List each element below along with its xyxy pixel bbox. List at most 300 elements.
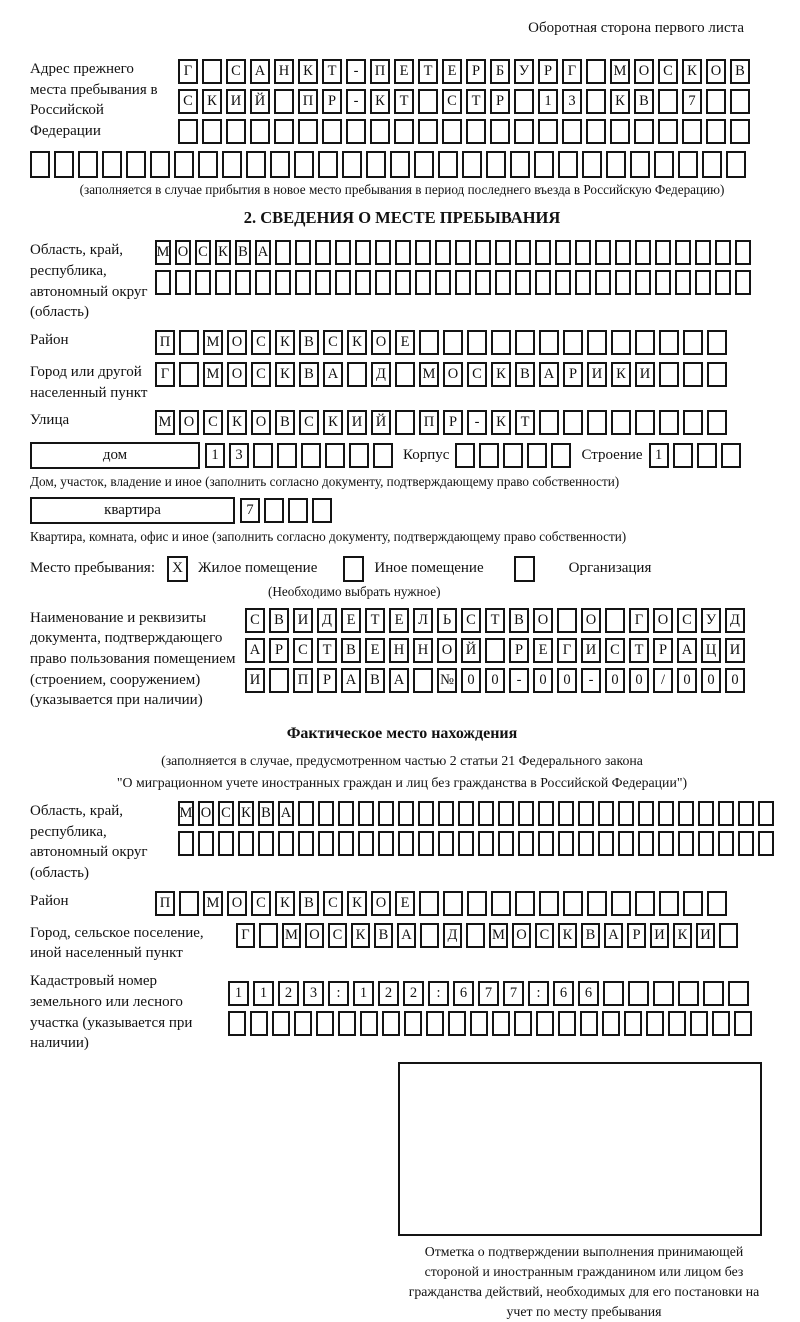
char-box[interactable] bbox=[466, 119, 486, 144]
char-box[interactable] bbox=[538, 119, 558, 144]
char-box[interactable]: А bbox=[677, 638, 697, 663]
char-box[interactable] bbox=[498, 831, 514, 856]
char-box[interactable]: С bbox=[461, 608, 481, 633]
char-box[interactable]: В bbox=[269, 608, 289, 633]
char-box[interactable]: 7 bbox=[503, 981, 524, 1006]
char-box[interactable] bbox=[298, 801, 314, 826]
char-box[interactable] bbox=[539, 410, 559, 435]
char-box[interactable] bbox=[218, 831, 234, 856]
char-box[interactable]: С bbox=[178, 89, 198, 114]
char-box[interactable] bbox=[707, 410, 727, 435]
char-box[interactable]: К bbox=[491, 362, 511, 387]
char-box[interactable] bbox=[253, 443, 273, 468]
char-box[interactable]: С bbox=[195, 240, 211, 265]
char-box[interactable] bbox=[690, 1011, 708, 1036]
char-box[interactable]: В bbox=[365, 668, 385, 693]
char-box[interactable]: П bbox=[298, 89, 318, 114]
char-box[interactable] bbox=[578, 831, 594, 856]
char-box[interactable] bbox=[587, 410, 607, 435]
char-box[interactable] bbox=[226, 119, 246, 144]
char-box[interactable]: П bbox=[155, 891, 175, 916]
char-box[interactable] bbox=[458, 801, 474, 826]
char-box[interactable]: М bbox=[282, 923, 301, 948]
char-box[interactable] bbox=[515, 270, 531, 295]
char-box[interactable] bbox=[338, 831, 354, 856]
char-box[interactable]: Л bbox=[413, 608, 433, 633]
char-box[interactable]: К bbox=[215, 240, 231, 265]
char-box[interactable]: О bbox=[371, 891, 391, 916]
char-box[interactable] bbox=[563, 891, 583, 916]
char-box[interactable]: С bbox=[467, 362, 487, 387]
char-box[interactable]: О bbox=[251, 410, 271, 435]
char-box[interactable] bbox=[366, 151, 386, 178]
char-box[interactable] bbox=[358, 831, 374, 856]
char-box[interactable] bbox=[706, 89, 726, 114]
char-box[interactable]: О bbox=[706, 59, 726, 84]
char-box[interactable]: / bbox=[653, 668, 673, 693]
char-box[interactable]: П bbox=[155, 330, 175, 355]
char-box[interactable] bbox=[555, 240, 571, 265]
char-box[interactable] bbox=[602, 1011, 620, 1036]
char-box[interactable] bbox=[515, 330, 535, 355]
char-box[interactable]: Г bbox=[629, 608, 649, 633]
char-box[interactable] bbox=[398, 831, 414, 856]
char-box[interactable]: С bbox=[218, 801, 234, 826]
char-box[interactable]: Ц bbox=[701, 638, 721, 663]
char-box[interactable] bbox=[312, 498, 332, 523]
char-box[interactable] bbox=[675, 240, 691, 265]
char-box[interactable]: Т bbox=[317, 638, 337, 663]
char-box[interactable] bbox=[419, 330, 439, 355]
char-box[interactable]: И bbox=[696, 923, 715, 948]
char-box[interactable] bbox=[198, 831, 214, 856]
char-box[interactable] bbox=[315, 270, 331, 295]
char-box[interactable]: 0 bbox=[725, 668, 745, 693]
char-box[interactable]: Е bbox=[365, 638, 385, 663]
char-box[interactable] bbox=[646, 1011, 664, 1036]
char-box[interactable] bbox=[270, 151, 290, 178]
char-box[interactable]: Н bbox=[274, 59, 294, 84]
char-box[interactable]: И bbox=[650, 923, 669, 948]
char-box[interactable] bbox=[730, 89, 750, 114]
char-box[interactable] bbox=[659, 891, 679, 916]
char-box[interactable] bbox=[498, 801, 514, 826]
char-box[interactable] bbox=[518, 801, 534, 826]
char-box[interactable] bbox=[370, 119, 390, 144]
char-box[interactable]: У bbox=[514, 59, 534, 84]
char-box[interactable]: 0 bbox=[461, 668, 481, 693]
char-box[interactable]: С bbox=[226, 59, 246, 84]
char-box[interactable] bbox=[418, 119, 438, 144]
char-box[interactable] bbox=[467, 330, 487, 355]
char-box[interactable] bbox=[443, 891, 463, 916]
char-box[interactable] bbox=[615, 270, 631, 295]
char-box[interactable] bbox=[442, 119, 462, 144]
char-box[interactable]: 7 bbox=[240, 498, 260, 523]
char-box[interactable] bbox=[703, 981, 724, 1006]
char-box[interactable]: А bbox=[539, 362, 559, 387]
char-box[interactable]: 2 bbox=[403, 981, 424, 1006]
char-box[interactable] bbox=[419, 891, 439, 916]
char-box[interactable]: О bbox=[305, 923, 324, 948]
char-box[interactable]: К bbox=[202, 89, 222, 114]
char-box[interactable] bbox=[538, 831, 554, 856]
char-box[interactable] bbox=[586, 59, 606, 84]
char-box[interactable]: С bbox=[323, 891, 343, 916]
char-box[interactable] bbox=[668, 1011, 686, 1036]
char-box[interactable]: 7 bbox=[682, 89, 702, 114]
char-box[interactable] bbox=[414, 151, 434, 178]
char-box[interactable]: А bbox=[255, 240, 271, 265]
char-box[interactable]: С bbox=[299, 410, 319, 435]
char-box[interactable]: Е bbox=[394, 59, 414, 84]
char-box[interactable] bbox=[259, 923, 278, 948]
char-box[interactable]: М bbox=[610, 59, 630, 84]
char-box[interactable]: П bbox=[293, 668, 313, 693]
char-box[interactable] bbox=[582, 151, 602, 178]
char-box[interactable]: Т bbox=[515, 410, 535, 435]
char-box[interactable]: Е bbox=[395, 330, 415, 355]
char-box[interactable] bbox=[615, 240, 631, 265]
char-box[interactable]: П bbox=[370, 59, 390, 84]
char-box[interactable] bbox=[611, 410, 631, 435]
char-box[interactable]: А bbox=[278, 801, 294, 826]
char-box[interactable]: А bbox=[397, 923, 416, 948]
char-box[interactable] bbox=[562, 119, 582, 144]
char-box[interactable] bbox=[198, 151, 218, 178]
char-box[interactable] bbox=[735, 240, 751, 265]
char-box[interactable] bbox=[715, 270, 731, 295]
char-box[interactable]: К bbox=[682, 59, 702, 84]
char-box[interactable] bbox=[155, 270, 171, 295]
char-box[interactable] bbox=[246, 151, 266, 178]
char-box[interactable]: Р bbox=[443, 410, 463, 435]
char-box[interactable] bbox=[586, 119, 606, 144]
char-box[interactable]: 0 bbox=[701, 668, 721, 693]
char-box[interactable] bbox=[202, 119, 222, 144]
char-box[interactable] bbox=[634, 119, 654, 144]
char-box[interactable]: О bbox=[581, 608, 601, 633]
char-box[interactable] bbox=[475, 270, 491, 295]
char-box[interactable]: И bbox=[635, 362, 655, 387]
char-box[interactable]: Р bbox=[322, 89, 342, 114]
char-box[interactable]: Н bbox=[389, 638, 409, 663]
char-box[interactable] bbox=[587, 891, 607, 916]
char-box[interactable] bbox=[382, 1011, 400, 1036]
char-box[interactable] bbox=[294, 151, 314, 178]
char-box[interactable]: Т bbox=[365, 608, 385, 633]
char-box[interactable]: 0 bbox=[485, 668, 505, 693]
char-box[interactable] bbox=[274, 119, 294, 144]
char-box[interactable] bbox=[658, 801, 674, 826]
char-box[interactable] bbox=[455, 270, 471, 295]
char-box[interactable] bbox=[563, 330, 583, 355]
char-box[interactable] bbox=[394, 119, 414, 144]
char-box[interactable] bbox=[335, 270, 351, 295]
char-box[interactable]: 1 bbox=[538, 89, 558, 114]
char-box[interactable] bbox=[298, 119, 318, 144]
char-box[interactable] bbox=[318, 801, 334, 826]
char-box[interactable]: Д bbox=[725, 608, 745, 633]
char-box[interactable] bbox=[630, 151, 650, 178]
char-box[interactable]: С bbox=[658, 59, 678, 84]
char-box[interactable] bbox=[54, 151, 74, 178]
char-box[interactable] bbox=[697, 443, 717, 468]
char-box[interactable] bbox=[655, 240, 671, 265]
char-box[interactable] bbox=[515, 891, 535, 916]
char-box[interactable] bbox=[635, 330, 655, 355]
char-box[interactable]: 7 bbox=[478, 981, 499, 1006]
char-box[interactable]: И bbox=[347, 410, 367, 435]
char-box[interactable]: Е bbox=[395, 891, 415, 916]
char-box[interactable]: Г bbox=[562, 59, 582, 84]
char-box[interactable]: Т bbox=[418, 59, 438, 84]
char-box[interactable] bbox=[635, 410, 655, 435]
char-box[interactable] bbox=[325, 443, 345, 468]
char-box[interactable] bbox=[288, 498, 308, 523]
char-box[interactable] bbox=[698, 831, 714, 856]
char-box[interactable]: О bbox=[512, 923, 531, 948]
char-box[interactable]: Й bbox=[371, 410, 391, 435]
char-box[interactable] bbox=[435, 270, 451, 295]
char-box[interactable]: Т bbox=[485, 608, 505, 633]
char-box[interactable] bbox=[470, 1011, 488, 1036]
char-box[interactable] bbox=[318, 831, 334, 856]
char-box[interactable]: С bbox=[203, 410, 223, 435]
char-box[interactable] bbox=[195, 270, 211, 295]
char-box[interactable] bbox=[495, 270, 511, 295]
char-box[interactable]: У bbox=[701, 608, 721, 633]
char-box[interactable] bbox=[557, 608, 577, 633]
char-box[interactable] bbox=[466, 923, 485, 948]
char-box[interactable]: К bbox=[298, 59, 318, 84]
char-box[interactable]: Б bbox=[490, 59, 510, 84]
char-box[interactable]: С bbox=[677, 608, 697, 633]
char-box[interactable]: К bbox=[491, 410, 511, 435]
char-box[interactable]: М bbox=[178, 801, 194, 826]
char-box[interactable] bbox=[738, 801, 754, 826]
char-box[interactable]: В bbox=[299, 362, 319, 387]
char-box[interactable]: 3 bbox=[303, 981, 324, 1006]
char-box[interactable] bbox=[278, 831, 294, 856]
char-box[interactable]: К bbox=[558, 923, 577, 948]
char-box[interactable] bbox=[758, 831, 774, 856]
char-box[interactable] bbox=[150, 151, 170, 178]
char-box[interactable] bbox=[375, 270, 391, 295]
char-box[interactable]: 6 bbox=[453, 981, 474, 1006]
stay-type-checkbox-organization[interactable] bbox=[514, 556, 535, 582]
char-box[interactable]: 6 bbox=[553, 981, 574, 1006]
char-box[interactable] bbox=[455, 240, 471, 265]
char-box[interactable] bbox=[735, 270, 751, 295]
char-box[interactable]: О bbox=[634, 59, 654, 84]
char-box[interactable] bbox=[719, 923, 738, 948]
char-box[interactable]: К bbox=[238, 801, 254, 826]
char-box[interactable]: К bbox=[347, 330, 367, 355]
char-box[interactable] bbox=[673, 443, 693, 468]
char-box[interactable]: 6 bbox=[578, 981, 599, 1006]
char-box[interactable]: О bbox=[437, 638, 457, 663]
char-box[interactable]: С bbox=[535, 923, 554, 948]
char-box[interactable]: М bbox=[203, 362, 223, 387]
char-box[interactable] bbox=[558, 801, 574, 826]
char-box[interactable]: № bbox=[437, 668, 457, 693]
char-box[interactable] bbox=[514, 1011, 532, 1036]
char-box[interactable]: Р bbox=[269, 638, 289, 663]
char-box[interactable]: О bbox=[227, 362, 247, 387]
char-box[interactable] bbox=[373, 443, 393, 468]
char-box[interactable]: А bbox=[604, 923, 623, 948]
char-box[interactable] bbox=[490, 119, 510, 144]
char-box[interactable]: С bbox=[442, 89, 462, 114]
char-box[interactable] bbox=[659, 410, 679, 435]
char-box[interactable]: С bbox=[251, 330, 271, 355]
char-box[interactable]: 1 bbox=[353, 981, 374, 1006]
char-box[interactable]: В bbox=[730, 59, 750, 84]
char-box[interactable] bbox=[179, 891, 199, 916]
char-box[interactable]: 3 bbox=[562, 89, 582, 114]
char-box[interactable] bbox=[375, 240, 391, 265]
char-box[interactable]: : bbox=[428, 981, 449, 1006]
char-box[interactable] bbox=[515, 240, 531, 265]
char-box[interactable] bbox=[758, 801, 774, 826]
char-box[interactable] bbox=[712, 1011, 730, 1036]
char-box[interactable] bbox=[595, 240, 611, 265]
char-box[interactable] bbox=[653, 981, 674, 1006]
char-box[interactable] bbox=[360, 1011, 378, 1036]
char-box[interactable] bbox=[603, 981, 624, 1006]
char-box[interactable] bbox=[418, 831, 434, 856]
char-box[interactable] bbox=[338, 801, 354, 826]
char-box[interactable] bbox=[272, 1011, 290, 1036]
char-box[interactable] bbox=[618, 801, 634, 826]
char-box[interactable] bbox=[586, 89, 606, 114]
char-box[interactable]: 2 bbox=[278, 981, 299, 1006]
char-box[interactable]: Й bbox=[461, 638, 481, 663]
char-box[interactable] bbox=[587, 330, 607, 355]
char-box[interactable] bbox=[678, 981, 699, 1006]
char-box[interactable]: М bbox=[203, 330, 223, 355]
char-box[interactable]: Е bbox=[533, 638, 553, 663]
char-box[interactable] bbox=[610, 119, 630, 144]
char-box[interactable] bbox=[404, 1011, 422, 1036]
char-box[interactable] bbox=[598, 801, 614, 826]
char-box[interactable] bbox=[228, 1011, 246, 1036]
char-box[interactable] bbox=[658, 89, 678, 114]
char-box[interactable]: Г bbox=[155, 362, 175, 387]
char-box[interactable]: Д bbox=[317, 608, 337, 633]
char-box[interactable] bbox=[235, 270, 251, 295]
char-box[interactable] bbox=[179, 330, 199, 355]
char-box[interactable]: Т bbox=[394, 89, 414, 114]
char-box[interactable]: - bbox=[509, 668, 529, 693]
char-box[interactable] bbox=[175, 270, 191, 295]
char-box[interactable] bbox=[539, 330, 559, 355]
char-box[interactable] bbox=[534, 151, 554, 178]
char-box[interactable] bbox=[659, 330, 679, 355]
char-box[interactable] bbox=[575, 270, 591, 295]
char-box[interactable] bbox=[726, 151, 746, 178]
char-box[interactable] bbox=[491, 891, 511, 916]
char-box[interactable] bbox=[448, 1011, 466, 1036]
char-box[interactable] bbox=[126, 151, 146, 178]
char-box[interactable] bbox=[415, 240, 431, 265]
char-box[interactable] bbox=[718, 831, 734, 856]
char-box[interactable]: Н bbox=[413, 638, 433, 663]
char-box[interactable]: С bbox=[245, 608, 265, 633]
char-box[interactable] bbox=[575, 240, 591, 265]
char-box[interactable] bbox=[611, 330, 631, 355]
char-box[interactable]: - bbox=[346, 89, 366, 114]
char-box[interactable] bbox=[718, 801, 734, 826]
char-box[interactable] bbox=[624, 1011, 642, 1036]
char-box[interactable] bbox=[178, 831, 194, 856]
char-box[interactable]: В bbox=[299, 891, 319, 916]
char-box[interactable]: Р bbox=[653, 638, 673, 663]
char-box[interactable] bbox=[658, 119, 678, 144]
char-box[interactable] bbox=[358, 801, 374, 826]
char-box[interactable]: : bbox=[528, 981, 549, 1006]
char-box[interactable]: Т bbox=[322, 59, 342, 84]
char-box[interactable] bbox=[635, 240, 651, 265]
char-box[interactable] bbox=[295, 240, 311, 265]
char-box[interactable]: А bbox=[389, 668, 409, 693]
char-box[interactable]: 0 bbox=[605, 668, 625, 693]
char-box[interactable]: И bbox=[581, 638, 601, 663]
char-box[interactable]: В bbox=[509, 608, 529, 633]
char-box[interactable]: С bbox=[251, 891, 271, 916]
char-box[interactable]: В bbox=[515, 362, 535, 387]
char-box[interactable] bbox=[683, 362, 703, 387]
char-box[interactable] bbox=[491, 330, 511, 355]
char-box[interactable]: О bbox=[443, 362, 463, 387]
char-box[interactable]: О bbox=[198, 801, 214, 826]
char-box[interactable]: Р bbox=[317, 668, 337, 693]
char-box[interactable]: М bbox=[419, 362, 439, 387]
char-box[interactable] bbox=[258, 831, 274, 856]
char-box[interactable]: 1 bbox=[205, 443, 225, 468]
char-box[interactable] bbox=[558, 151, 578, 178]
char-box[interactable]: В bbox=[634, 89, 654, 114]
char-box[interactable] bbox=[420, 923, 439, 948]
char-box[interactable] bbox=[707, 330, 727, 355]
char-box[interactable] bbox=[503, 443, 523, 468]
char-box[interactable]: К bbox=[275, 362, 295, 387]
char-box[interactable]: К bbox=[370, 89, 390, 114]
char-box[interactable] bbox=[683, 891, 703, 916]
char-box[interactable]: К bbox=[351, 923, 370, 948]
char-box[interactable]: В bbox=[235, 240, 251, 265]
char-box[interactable]: И bbox=[293, 608, 313, 633]
char-box[interactable] bbox=[78, 151, 98, 178]
char-box[interactable] bbox=[510, 151, 530, 178]
char-box[interactable] bbox=[578, 801, 594, 826]
char-box[interactable] bbox=[707, 891, 727, 916]
char-box[interactable]: 1 bbox=[253, 981, 274, 1006]
char-box[interactable] bbox=[426, 1011, 444, 1036]
char-box[interactable] bbox=[346, 119, 366, 144]
char-box[interactable] bbox=[535, 270, 551, 295]
char-box[interactable]: О bbox=[175, 240, 191, 265]
char-box[interactable] bbox=[395, 240, 411, 265]
char-box[interactable] bbox=[702, 151, 722, 178]
char-box[interactable] bbox=[658, 831, 674, 856]
char-box[interactable]: Р bbox=[509, 638, 529, 663]
char-box[interactable]: А bbox=[245, 638, 265, 663]
char-box[interactable] bbox=[605, 608, 625, 633]
char-box[interactable] bbox=[398, 801, 414, 826]
char-box[interactable]: М bbox=[489, 923, 508, 948]
